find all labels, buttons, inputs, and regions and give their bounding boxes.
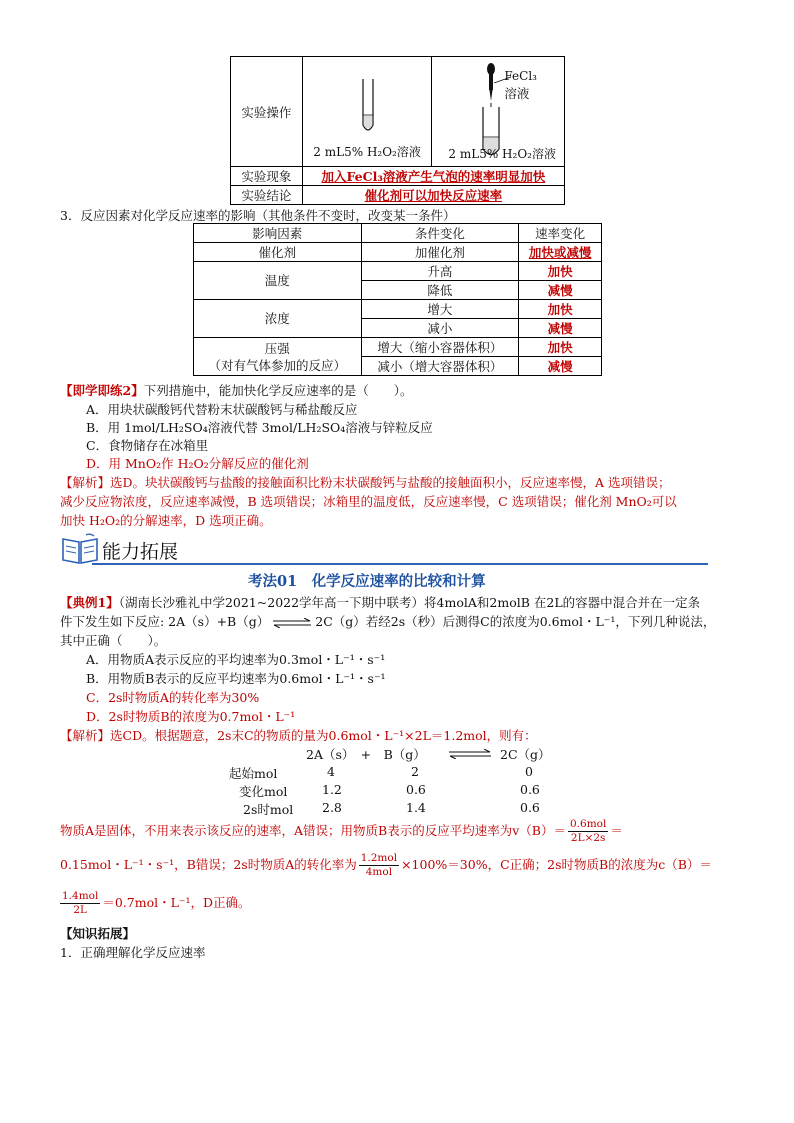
example1-analysis-head (60, 726, 537, 744)
op-label: 实验操作 (231, 57, 303, 167)
test-tube-icon (353, 77, 383, 137)
factors-table (193, 223, 602, 376)
header-change: 条件变化 (361, 224, 519, 243)
example1-line3: 其中正确（ ）。 (60, 633, 167, 648)
fraction-conversion-a-den: 4mol (365, 866, 393, 878)
conclusion-value: 催化剂可以加快反应速率 (302, 186, 564, 205)
example1-text2b: 2C（g）若经2s（秒）后测得C的浓度为0.6mol・L⁻¹，下列几种说法， (315, 614, 716, 629)
analysis-para-2-b: ×100%＝30%，C正确；2s时物质B的浓度为c（B）＝ (401, 857, 712, 872)
practice2-option-d: D．用 MnO₂作 H₂O₂分解反应的催化剂 (86, 456, 309, 471)
example1-text2a: 件下发生如下反应: 2A（s）+B（g） (60, 614, 270, 629)
fraction-conc-b-num: 1.4mol (62, 890, 99, 902)
ice-equation-right: 2C（g） (500, 747, 551, 762)
fraction-conc-b-den: 2L (73, 904, 87, 916)
ice-equation-left: 2A（s） + B（g） (306, 747, 426, 762)
effect-conc-up: 加快 (519, 300, 602, 319)
effect-catalyst: 加快或减慢 (519, 243, 602, 262)
fraction-rate-b-num: 0.6mol (570, 818, 607, 830)
analysis-para-2-a: 0.15mol・L⁻¹・s⁻¹，B错误；2s时物质A的转化率为 (60, 857, 357, 872)
banner-title: 能力拓展 (102, 541, 179, 563)
fraction-rate-b-den: 2L×2s (570, 832, 606, 844)
op-cell-tube1 (302, 57, 432, 167)
example1-option-c: C．2s时物质A的转化率为30% (86, 690, 260, 705)
practice2-option-a: A．用块状碳酸钙代替粉末状碳酸钙与稀盐酸反应 (86, 402, 358, 417)
phenomenon-label: 实验现象 (231, 167, 303, 186)
practice2-tag: 【即学即练2】 (60, 383, 144, 398)
practice2-analysis-3: 加快 H₂O₂的分解速率，D 选项正确。 (60, 513, 272, 528)
ice-row-change-c: 0.6 (520, 782, 540, 797)
ice-row-change-label: 变化mol (239, 784, 288, 799)
knowledge-item-1: 1．正确理解化学反应速率 (60, 945, 206, 960)
analysis-para-1 (60, 818, 623, 845)
factor-pressure-line1: 压强 (264, 340, 290, 356)
analysis-para-1-text: 物质A是固体，不用来表示该反应的速率，A错误；用物质B表示的反应平均速率为v（B）＝ (60, 823, 566, 838)
ice-row-2s-label: 2s时mol (243, 802, 294, 817)
change-temp-down: 降低 (361, 281, 519, 300)
example1-option-d: D．2s时物质B的浓度为0.7mol・L⁻¹ (86, 709, 296, 724)
example1-tag: 【典例1】 (60, 595, 119, 610)
reagent-label-1: FeCl₃ (504, 69, 537, 83)
ice-row-start-c: 0 (525, 764, 533, 779)
effect-conc-down: 减慢 (519, 319, 602, 338)
effect-pressure-down: 减慢 (519, 357, 602, 376)
ice-row-2s-a: 2.8 (322, 800, 342, 815)
ice-row-change-b: 0.6 (406, 782, 426, 797)
method-title: 考法01 化学反应速率的比较和计算 (248, 573, 486, 590)
example1-option-b: B．用物质B表示的反应平均速率为0.6mol・L⁻¹・s⁻¹ (86, 671, 386, 686)
practice2-question (60, 381, 412, 399)
change-catalyst: 加催化剂 (361, 243, 519, 262)
factor-catalyst: 催化剂 (194, 243, 362, 262)
banner-underline (92, 563, 708, 565)
ice-row-start-label: 起始mol (229, 766, 278, 781)
equilibrium-arrow-icon (272, 618, 312, 628)
ice-row-start-a: 4 (327, 764, 335, 779)
change-conc-up: 增大 (361, 300, 519, 319)
change-pressure-down: 减小（增大容器体积） (361, 357, 519, 376)
analysis-para-1-end: ＝ (610, 823, 623, 838)
example1-analysis-text: 【解析】选CD。根据题意，2s末C的物质的量为0.6mol・L⁻¹×2L＝1.2mol，则有： (60, 728, 537, 743)
fraction-conversion-a-num: 1.2mol (360, 852, 398, 864)
ice-row-2s-b: 1.4 (406, 800, 426, 815)
fraction-rate-b (568, 818, 608, 845)
practice2-option-c: C．食物储存在冰箱里 (86, 438, 209, 453)
factor-pressure (194, 338, 362, 376)
tube2-caption: 2 mL5% H₂O₂溶液 (448, 147, 556, 161)
example1-line2 (60, 612, 715, 630)
effect-pressure-up: 加快 (519, 338, 602, 357)
practice2-stem: 下列措施中，能加快化学反应速率的是（ ）。 (143, 383, 413, 398)
analysis-para-3-b: ＝0.7mol・L⁻¹，D正确。 (102, 895, 251, 910)
effect-temp-up: 加快 (519, 262, 602, 281)
ice-row-start-b: 2 (411, 764, 419, 779)
factor-pressure-line2: （对有气体参加的反应） (208, 357, 347, 373)
ice-row-change-a: 1.2 (322, 782, 342, 797)
ice-equilibrium-arrow-icon (448, 749, 492, 759)
phenomenon-value: 加入FeCl₃溶液产生气泡的速率明显加快 (302, 167, 564, 186)
reagent-label-2: 溶液 (504, 86, 530, 101)
op-cell-tube2 (432, 57, 565, 167)
example1-option-a: A．用物质A表示反应的平均速率为0.3mol・L⁻¹・s⁻¹ (86, 652, 386, 667)
fraction-conversion-a (359, 852, 399, 879)
knowledge-tag: 【知识拓展】 (60, 926, 136, 941)
factor-concentration: 浓度 (194, 300, 362, 338)
change-pressure-up: 增大（缩小容器体积） (361, 338, 519, 357)
practice2-option-b: B．用 1mol/LH₂SO₄溶液代替 3mol/LH₂SO₄溶液与锌粒反应 (86, 420, 433, 435)
ice-row-2s-c: 0.6 (520, 800, 540, 815)
analysis-para-3 (60, 890, 251, 917)
experiment-table (230, 56, 565, 205)
header-effect: 速率变化 (519, 224, 602, 243)
section3-title: 3．反应因素对化学反应速率的影响（其他条件不变时，改变某一条件） (60, 208, 456, 223)
effect-temp-down: 减慢 (519, 281, 602, 300)
analysis-para-2 (60, 852, 712, 879)
open-book-icon (60, 533, 100, 565)
change-temp-up: 升高 (361, 262, 519, 281)
example1-text1: （湖南长沙雅礼中学2021~2022学年高一下期中联考）将4molA和2molB 在2L的容器中混合并在一定条 (118, 595, 701, 610)
practice2-analysis-1: 【解析】选D。块状碳酸钙与盐酸的接触面积比粉末状碳酸钙与盐酸的接触面积小，反应速率慢，A 选项错误； (60, 475, 671, 490)
fraction-conc-b (60, 890, 100, 917)
header-factor: 影响因素 (194, 224, 362, 243)
conclusion-label: 实验结论 (231, 186, 303, 205)
tube1-caption: 2 mL5% H₂O₂溶液 (313, 145, 421, 159)
factor-temperature: 温度 (194, 262, 362, 300)
example1-line1 (60, 593, 700, 611)
change-conc-down: 减小 (361, 319, 519, 338)
practice2-analysis-2: 减少反应物浓度，反应速率减慢，B 选项错误；冰箱里的温度低，反应速率慢，C 选项错误；催化剂 MnO₂可以 (60, 494, 677, 509)
